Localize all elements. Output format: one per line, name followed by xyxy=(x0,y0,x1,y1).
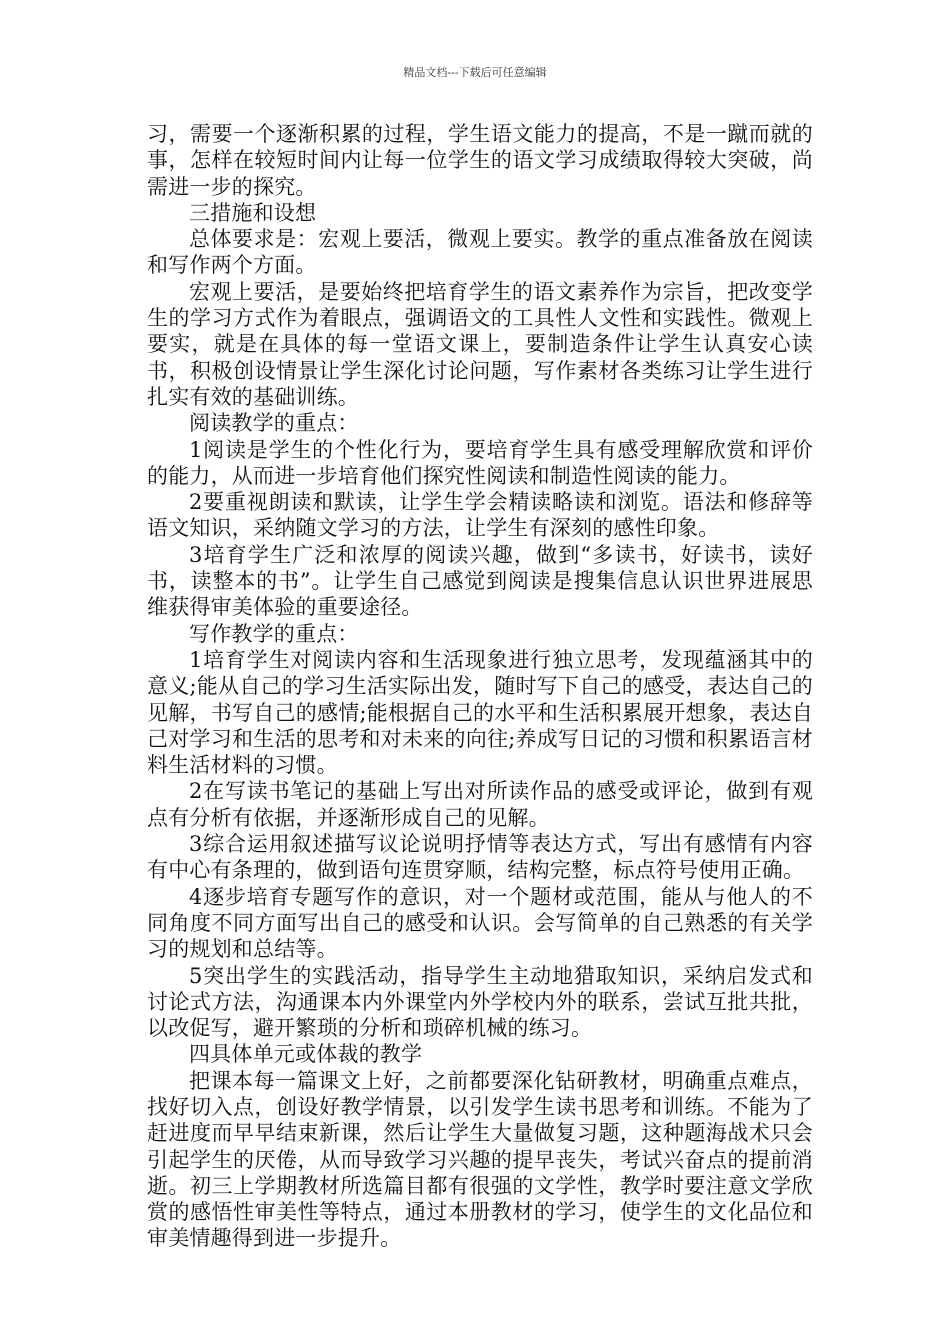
paragraph-macro-micro: 宏观上要活，是要始终把培育学生的语文素养作为宗旨，把改变学生的学习方式作为着眼点，强调语文的工具性人文性和实践性。微观上要实，就是在具体的每一堂语文课上，要制造条件让学生认真安心读书，积极创设情景让学生深化讨论问题，写作素材各类练习让学生进行扎实有效的基础训练。 xyxy=(147,279,813,409)
subheading-reading-focus: 阅读教学的重点： xyxy=(189,411,359,436)
paragraph-continuation: 习，需要一个逐渐积累的过程，学生语文能力的提高，不是一蹴而就的事，怎样在较短时间内让每一位学生的语文学习成绩取得较大突破，尚需进一步的探究。 xyxy=(147,122,813,199)
list-item-reading-1: 1阅读是学生的个性化行为，要培育学生具有感受理解欣赏和评价的能力，从而进一步培育他们探究性阅读和制造性阅读的能力。 xyxy=(147,437,813,488)
list-item-writing-2: 2在写读书笔记的基础上写出对所读作品的感受或评论，做到有观点有分析有依据，并逐渐形成自己的见解。 xyxy=(147,779,813,830)
page-header: 精品文档---下载后可任意编辑 xyxy=(403,66,547,79)
paragraph-units-teaching: 把课本每一篇课文上好，之前都要深化钻研教材，明确重点难点，找好切入点，创设好教学情景，以引发学生读书思考和训练。不能为了赶进度而早早结束新课，然后让学生大量做复习题，这种题海战术只会引起学生的厌倦，从而导致学习兴趣的提早丧失，考试兴奋点的提前消逝。初三上学期教材所选篇目都有很强的文学性，教学时要注意文学欣赏的感悟性审美性等特点，通过本册教材的学习，使学生的文化品位和审美情趣得到进一步提升。 xyxy=(147,1068,813,1251)
list-item-reading-3: 3培育学生广泛和浓厚的阅读兴趣，做到“多读书，好读书，读好书，读整本的书”。让学生自己感觉到阅读是搜集信息认识世界进展思维获得审美体验的重要途径。 xyxy=(147,542,813,620)
list-item-writing-5: 5突出学生的实践活动，指导学生主动地猎取知识，采纳启发式和讨论式方法，沟通课本内外课堂内外学校内外的联系，尝试互批共批，以改促写，避开繁琐的分析和琐碎机械的练习。 xyxy=(147,963,813,1041)
list-item-writing-1: 1培育学生对阅读内容和生活现象进行独立思考，发现蕴涵其中的意义;能从自己的学习生活实际出发，随时写下自己的感受，表达自己的见解，书写自己的感情;能根据自己的水平和生活积累展开想象，表达自己对学习和生活的思考和对未来的向往;养成写日记的习惯和积累语言材料生活材料的习惯。 xyxy=(147,647,813,778)
list-item-reading-2: 2要重视朗读和默读，让学生学会精读略读和浏览。语法和修辞等语文知识，采纳随文学习的方法，让学生有深刻的感性印象。 xyxy=(147,490,813,541)
section-heading-measures: 三措施和设想 xyxy=(189,200,317,225)
list-item-writing-4: 4逐步培育专题写作的意识，对一个题材或范围，能从与他人的不同角度不同方面写出自己的感受和认识。会写简单的自己熟悉的有关学习的规划和总结等。 xyxy=(147,884,813,962)
section-heading-units: 四具体单元或体裁的教学 xyxy=(189,1042,423,1067)
list-item-writing-3: 3综合运用叙述描写议论说明抒情等表达方式，写出有感情有内容有中心有条理的，做到语句连贯穿顺，结构完整，标点符号使用正确。 xyxy=(147,832,813,883)
subheading-writing-focus: 写作教学的重点： xyxy=(189,621,359,646)
document-body xyxy=(147,121,813,1252)
paragraph-overall-requirement: 总体要求是：宏观上要活，微观上要实。教学的重点准备放在阅读和写作两个方面。 xyxy=(147,227,813,278)
